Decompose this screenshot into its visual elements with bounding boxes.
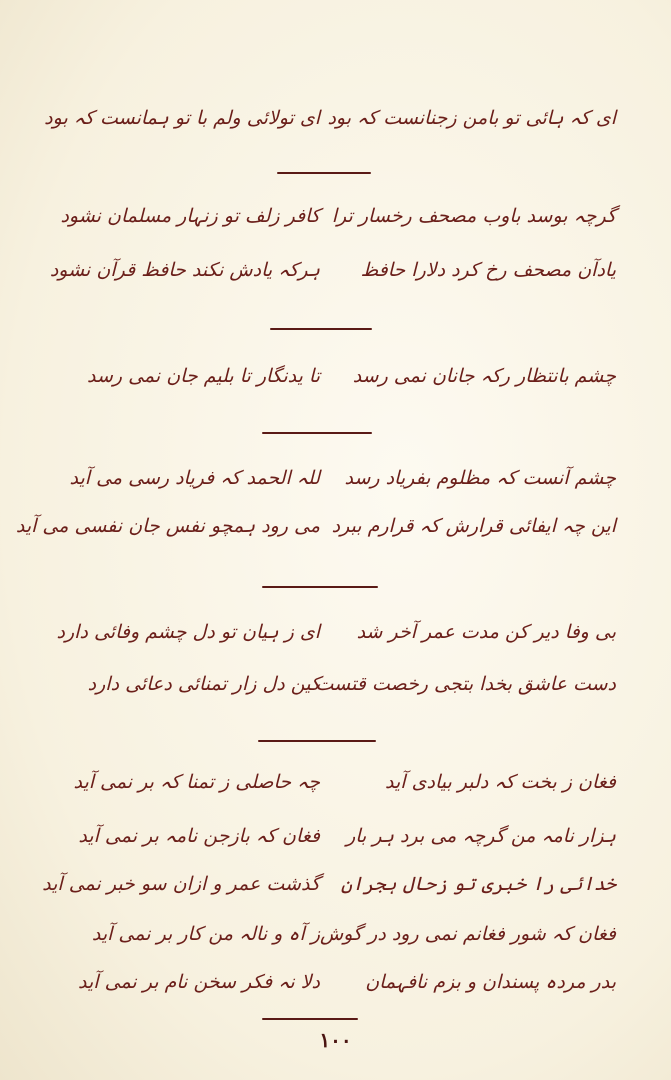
couplet xyxy=(0,962,671,1002)
verse-first-hemistich: چشم آنست کہ مظلوم بفریاد رسد xyxy=(344,467,616,489)
couplet xyxy=(0,762,671,802)
verse-first-hemistich: چشم بانتظار رکہ جانان نمی رسد xyxy=(352,365,616,387)
verse-second-hemistich: ای ز ہیان تو دل چشم وفائی دارد xyxy=(56,621,320,643)
verse-second-hemistich: چہ حاصلی ز تمنا کہ بر نمی آید xyxy=(73,771,320,793)
verse-second-hemistich: دلا نہ فکر سخن نام بر نمی آید xyxy=(78,971,320,993)
verse-first-hemistich: ای کہ ہائی تو بامن زجنانست کہ بود xyxy=(327,107,616,129)
couplet xyxy=(0,664,671,704)
verse-second-hemistich: ای تولائی ولم با تو ہمانست کہ بود xyxy=(44,107,320,129)
verse-first-hemistich: خدائی را خبری تو زحال ہجران xyxy=(340,873,616,895)
verse-second-hemistich: گذشت عمر و ازان سو خبر نمی آید xyxy=(42,873,320,895)
verse-first-hemistich: این چہ ایفائی قرارش کہ قرارم ببرد xyxy=(331,515,616,537)
couplet xyxy=(0,458,671,498)
couplet xyxy=(0,816,671,856)
couplet xyxy=(0,506,671,546)
verse-second-hemistich: فغان کہ بازجن نامہ بر نمی آید xyxy=(78,825,320,847)
verse-first-hemistich: ہزار نامہ من گرچہ می برد ہر بار xyxy=(346,825,616,847)
verse-first-hemistich: فغان ز بخت کہ دلبر بیادی آید xyxy=(385,771,616,793)
verse-first-hemistich: بی وفا دیر کن مدت عمر آخر شد xyxy=(356,621,616,643)
couplet xyxy=(0,914,671,954)
section-divider xyxy=(270,328,372,330)
couplet xyxy=(0,196,671,236)
verse-first-hemistich: یادآن مصحف رخ کرد دلارا حافظ xyxy=(360,259,616,281)
verse-first-hemistich: فغان کہ شور فغانم نمی رود در گوش xyxy=(320,923,616,945)
verse-first-hemistich: دست عاشق بخدا بتجی رخصت قتست xyxy=(315,673,616,695)
couplet xyxy=(0,356,671,396)
verse-second-hemistich: کافر زلف تو زنہار مسلمان نشود xyxy=(60,205,320,227)
couplet xyxy=(0,864,671,904)
couplet xyxy=(0,250,671,290)
page-number: ۱۰۰ xyxy=(319,1028,352,1052)
section-divider xyxy=(277,172,371,174)
verse-second-hemistich: للہ الحمد کہ فریاد رسی می آید xyxy=(69,467,320,489)
verse-second-hemistich: می رود ہمچو نفس جان نفسی می آید xyxy=(15,515,320,537)
section-divider xyxy=(262,586,378,588)
verse-first-hemistich: بدر مردہ پسندان و بزم نافہمان xyxy=(365,971,616,993)
verse-second-hemistich: ز آہ و نالہ من کار بر نمی آید xyxy=(91,923,320,945)
couplet xyxy=(0,98,671,138)
verse-second-hemistich: کین دل زار تمنائی دعائی دارد xyxy=(87,673,320,695)
section-divider xyxy=(262,432,372,434)
verse-first-hemistich: گرچہ بوسد باوب مصحف رخسار ترا xyxy=(331,205,616,227)
couplet xyxy=(0,612,671,652)
verse-second-hemistich: تا یدنگار تا بلیم جان نمی رسد xyxy=(86,365,320,387)
footer-divider xyxy=(262,1018,358,1020)
section-divider xyxy=(258,740,376,742)
verse-second-hemistich: ہرکہ یادش نکند حافظ قرآن نشود xyxy=(49,259,320,281)
